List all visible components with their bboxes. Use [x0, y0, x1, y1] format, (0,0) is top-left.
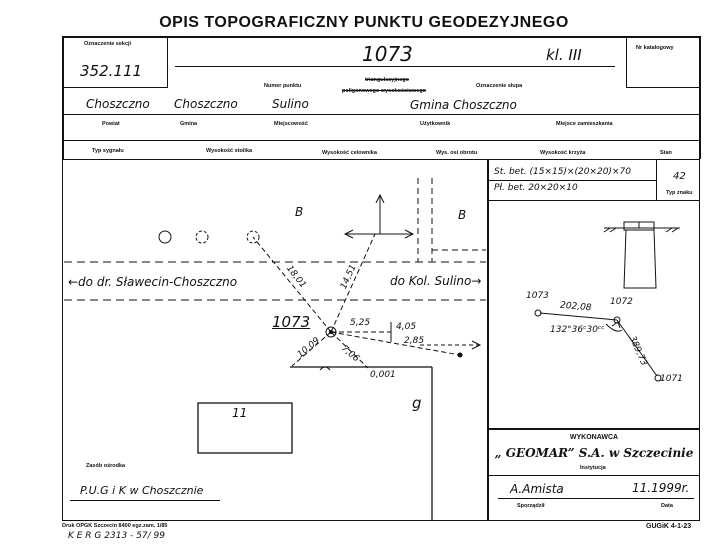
dist-0-001: 0,001: [370, 370, 396, 380]
powiat: Choszczno: [86, 97, 150, 111]
label-gmina: Gmina: [180, 121, 198, 127]
label-oznaczenie-sekcji: Oznaczenie sekcji: [84, 41, 132, 47]
footer-rule-mid: [488, 475, 700, 476]
dist-5-25: 5,25: [350, 318, 371, 328]
net-angle: 132°36ᶜ30ᶜᶜ: [550, 325, 605, 335]
col-wys-osi-obrotu: Wys. osi obrotu: [436, 150, 478, 156]
miejscowosc: Sulino: [272, 97, 309, 111]
col-stan: Stan: [660, 150, 672, 156]
label-sporzadzil: Sporządził: [517, 503, 545, 509]
dist-4-05: 4,05: [396, 322, 417, 332]
footer-rule-top: [488, 428, 700, 430]
typ-znaku-value: 42: [673, 171, 686, 182]
dist-7-06: 7,06: [339, 343, 361, 365]
oznaczenie-sekcji: 352.111: [80, 62, 143, 80]
dist-18-01: 18,01: [284, 263, 308, 291]
st-bet: St. bet. (15×15)×(20×20)×70: [494, 167, 631, 177]
label-b2: B: [458, 208, 467, 222]
label-zasob: Zasób ośrodka: [86, 463, 126, 469]
kerg: K E R G 2313 - 57/ 99: [68, 531, 165, 541]
zasob: P.U.G i K w Choszcznie: [80, 484, 204, 497]
data: 11.1999r.: [632, 481, 690, 495]
pl-bet: Pł. bet. 20×20×10: [494, 183, 578, 193]
tree-2: [196, 231, 208, 243]
zasob-rule: [70, 500, 220, 501]
druk: Druk OPGK Szczecin 8400 egz.zam. 1/85: [62, 523, 168, 529]
building-11-label: 11: [232, 406, 248, 420]
label-wykonawca: WYKONAWCA: [569, 434, 619, 441]
page-title: OPIS TOPOGRAFICZNY PUNKTU GEODEZYJNEGO: [159, 14, 569, 31]
sporzadzil: A.Amista: [510, 482, 564, 496]
footer-rule-sign: [498, 498, 694, 499]
mark-2-85: [458, 353, 462, 357]
net-dist-389-73: 389,73: [626, 334, 649, 368]
net-label-1073: 1073: [526, 291, 549, 301]
label-numer-punktu: Numer punktu: [264, 83, 302, 89]
label-poligonowego: poligonowego wysokościowego: [342, 88, 427, 94]
col-wysokosc-celownika: Wysokość celownika: [322, 150, 377, 156]
col-wysokosc-stolika: Wysokość stolika: [206, 148, 253, 154]
wykonawca: „ GEOMAR” S.A. w Szczecinie: [494, 446, 694, 460]
label-data: Data: [661, 503, 673, 509]
dist-10-09: 10,09: [295, 335, 322, 361]
signal-drawing: [604, 222, 680, 288]
label-triangulacyjnego: triangulacyjnego: [365, 77, 410, 83]
net-dist-202-08: 202,08: [559, 300, 592, 314]
label-powiat: Powiat: [102, 121, 120, 127]
klasa: kl. III: [546, 46, 582, 64]
label-oznaczenie-slupa: Oznaczenie słupa: [476, 83, 523, 89]
tree-1: [159, 231, 171, 243]
road-left: ←do dr. Sławecin-Choszczno: [68, 275, 238, 289]
gmina: Choszczno: [174, 97, 238, 111]
label-uzytkownik: Użytkownik: [420, 121, 451, 127]
dist-14-51: 14,51: [339, 263, 359, 291]
col-typ-sygnalu: Typ sygnału: [92, 148, 124, 154]
typ-znaku-label: Typ znaku: [666, 190, 693, 196]
col-wysokosc-krzyza: Wysokość krzyża: [540, 150, 586, 156]
gugik: GUGiK 4-1-23: [646, 523, 692, 530]
label-b1: B: [295, 205, 304, 219]
dist-2-85: 2,85: [404, 336, 425, 346]
point-label: 1073: [272, 313, 311, 331]
road-right: do Kol. Sulino→: [390, 274, 482, 288]
net-label-1071: 1071: [660, 374, 683, 384]
label-miejsce-zamieszkania: Miejsce zamieszkania: [556, 121, 613, 127]
uzytkownik: Gmina Choszczno: [410, 98, 517, 112]
numer-punktu: 1073: [362, 42, 413, 66]
net-label-1072: 1072: [610, 297, 633, 307]
label-nr-katalogowy: Nr katalogowy: [636, 45, 674, 51]
net-line-1073-1072: [540, 313, 617, 320]
label-instytucja: Instytucja: [580, 465, 606, 471]
label-miejscowosc: Miejscowość: [274, 121, 308, 127]
label-g: g: [412, 394, 422, 412]
